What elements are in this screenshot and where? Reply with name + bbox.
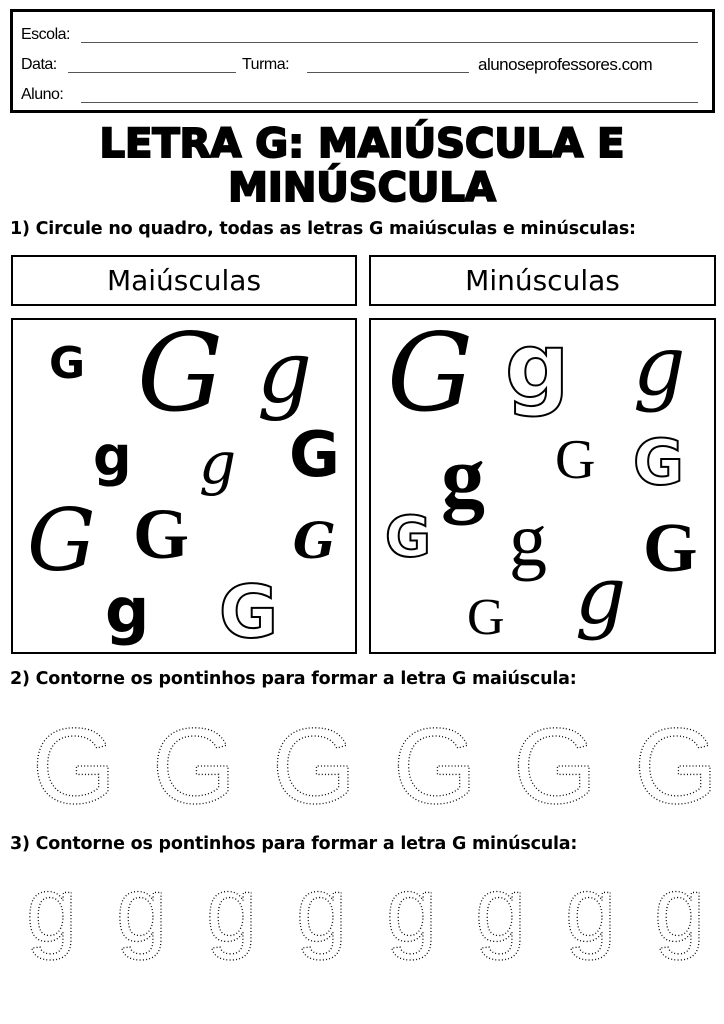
class-label: Turma: xyxy=(242,56,290,73)
dotted-letter[interactable]: G xyxy=(32,705,117,815)
letter[interactable]: G xyxy=(387,311,474,436)
letter[interactable]: g xyxy=(633,319,686,414)
student-info-box xyxy=(10,9,715,113)
student-field[interactable] xyxy=(81,102,698,103)
letter[interactable]: g xyxy=(105,574,150,647)
uppercase-letter-box xyxy=(11,311,357,654)
date-label: Data: xyxy=(21,56,57,73)
letter[interactable]: g xyxy=(93,425,132,488)
dotted-letter[interactable]: g xyxy=(116,875,168,961)
letter[interactable]: G xyxy=(219,570,279,654)
letter[interactable]: G xyxy=(385,505,431,570)
question-1: 1) Circule no quadro, todas as letras G maiúsculas e minúsculas: xyxy=(10,219,636,239)
date-field[interactable] xyxy=(68,72,236,73)
uppercase-tracing-row xyxy=(0,705,724,815)
dotted-letter[interactable]: g xyxy=(475,875,527,961)
website-text: alunoseprofessores.com xyxy=(478,55,653,74)
letter[interactable]: g xyxy=(199,429,237,497)
school-field[interactable] xyxy=(81,42,698,43)
question-3: 3) Contorne os pontinhos para formar a letra G minúscula: xyxy=(10,834,578,854)
letter[interactable]: G xyxy=(137,311,224,436)
letter[interactable]: G xyxy=(49,338,86,389)
dotted-letter[interactable]: g xyxy=(296,875,348,961)
dotted-letter[interactable]: g xyxy=(26,875,78,961)
letter[interactable]: G xyxy=(27,491,96,591)
question-2: 2) Contorne os pontinhos para formar a letra G maiúscula: xyxy=(10,669,577,689)
student-label: Aluno: xyxy=(21,86,64,103)
dotted-letter[interactable]: g xyxy=(654,875,706,961)
dotted-letter[interactable]: G xyxy=(272,705,357,815)
class-field[interactable] xyxy=(307,72,469,73)
dotted-letter[interactable]: G xyxy=(152,705,237,815)
lowercase-letter-box xyxy=(369,311,716,654)
dotted-letter[interactable]: G xyxy=(513,705,598,815)
letter[interactable]: g xyxy=(257,323,313,423)
dotted-letter[interactable]: g xyxy=(565,875,617,961)
dotted-letter[interactable]: G xyxy=(393,705,478,815)
letter[interactable]: g xyxy=(505,314,570,419)
page-title-line1: LETRA G: MAIÚSCULA E xyxy=(99,121,625,167)
school-label: Escola: xyxy=(21,26,70,43)
letter[interactable]: G xyxy=(289,418,340,491)
letter[interactable]: g xyxy=(441,429,485,526)
letter[interactable]: g xyxy=(509,498,547,582)
dotted-letter[interactable]: g xyxy=(386,875,438,961)
dotted-letter[interactable]: g xyxy=(206,875,258,961)
letter[interactable]: G xyxy=(133,494,190,574)
lowercase-tracing-row xyxy=(0,875,724,985)
letter[interactable]: G xyxy=(467,589,505,646)
lowercase-label: Minúsculas xyxy=(369,255,716,306)
letter[interactable]: G xyxy=(643,510,698,587)
page-title-line2: MINÚSCULA xyxy=(228,165,496,211)
uppercase-label: Maiúsculas xyxy=(11,255,357,306)
letter[interactable]: g xyxy=(575,549,627,642)
letter[interactable]: G xyxy=(633,426,684,499)
letter[interactable]: G xyxy=(555,429,596,491)
dotted-letter[interactable]: G xyxy=(634,705,719,815)
letter[interactable]: G xyxy=(293,511,336,570)
